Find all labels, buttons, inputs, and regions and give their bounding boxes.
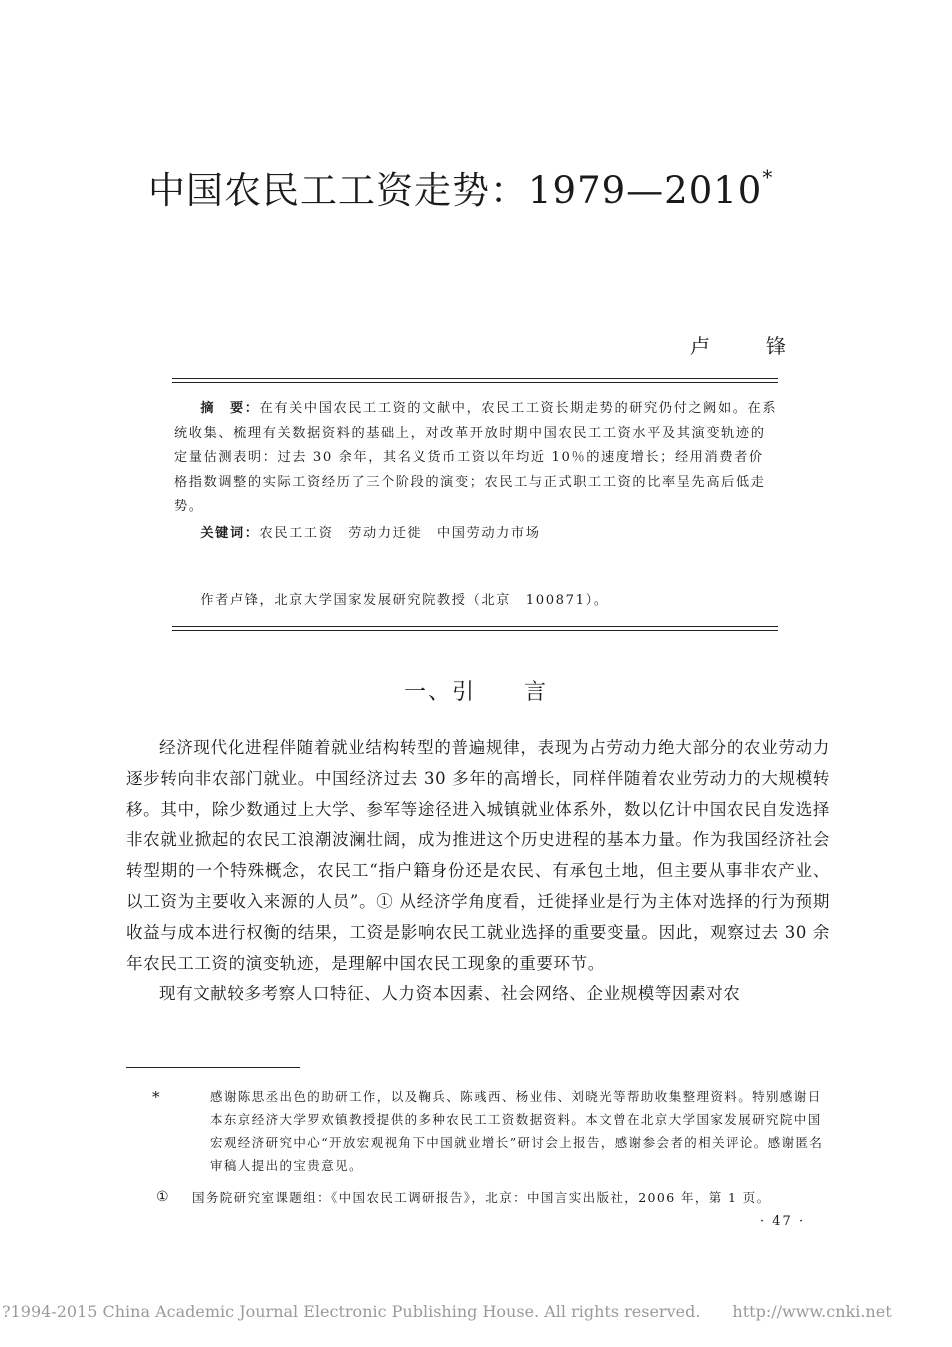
abstract-bottom-rule bbox=[172, 626, 778, 627]
author-surname: 卢 bbox=[690, 334, 710, 358]
footnote-1-text: 感谢陈思丞出色的助研工作，以及鞠兵、陈彧西、杨业伟、刘晓光等帮助收集整理资料。特别感谢日本东京经济大学罗欢镇教授提供的多种农民工工资数据资料。本文曾在北京大学国家发展研究院中国宏观经济研究中心“开放宏观视角下中国就业增长”研讨会上报告，感谢参会者的相关评论。感谢匿名审稿人提出的宝贵意见。 bbox=[210, 1089, 824, 1173]
abstract-top-rule bbox=[172, 378, 778, 379]
abstract-text: 在有关中国农民工工资的文献中，农民工工资长期走势的研究仍付之阙如。在系统收集、梳理有关数据资料的基础上，对改革开放时期中国农民工工资水平及其演变轨迹的定量估测表明：过去 30 余年，其名义货币工资以年均近 10％的速度增长；经用消费者价格指数调整的实际工资经历了三个阶段的演变；农民工与正式职工工资的比率呈先高后低走势。 bbox=[174, 401, 778, 514]
abstract-top-rule-2 bbox=[172, 382, 778, 383]
footnote-1-mark: * bbox=[152, 1088, 161, 1106]
title-text: 中国农民工工资走势：1979—2010 bbox=[148, 169, 763, 212]
title-footnote-mark: * bbox=[762, 164, 774, 189]
abstract bbox=[174, 397, 778, 546]
keywords-text: 农民工工资 劳动力迁徙 中国劳动力市场 bbox=[259, 525, 541, 541]
footnote-separator bbox=[126, 1067, 300, 1068]
author-name bbox=[690, 330, 786, 359]
section-heading bbox=[0, 675, 952, 706]
footnote-2-mark: ① bbox=[156, 1189, 170, 1205]
author-note: 作者卢锋，北京大学国家发展研究院教授（北京 100871）。 bbox=[200, 593, 609, 608]
section-heading-part-2: 言 bbox=[524, 680, 549, 705]
body-text bbox=[126, 733, 830, 1010]
page-number: · 47 · bbox=[760, 1214, 806, 1229]
section-heading-part-1: 一、引 bbox=[403, 680, 476, 705]
body-paragraph: 现有文献较多考察人口特征、人力资本因素、社会网络、企业规模等因素对农 bbox=[159, 984, 741, 1004]
copyright-notice: ?1994-2015 China Academic Journal Electronic Publishing House. All rights reserved. http://www.cnki.net bbox=[2, 1302, 892, 1321]
author-given-name: 锋 bbox=[766, 334, 786, 358]
body-paragraph: 经济现代化进程伴随着就业结构转型的普遍规律，表现为占劳动力绝大部分的农业劳动力逐步转向非农部门就业。中国经济过去 30 多年的高增长，同样伴随着农业劳动力的大规模转移。其中，除少数通过上大学、参军等途径进入城镇就业体系外，数以亿计中国农民自发选择非农就业掀起的农民工浪潮波澜壮阔，成为推进这个历史进程的基本力量。作为我国经济社会转型期的一个特殊概念，农民工“指户籍身份还是农民、有承包土地，但主要从事非农产业、以工资为主要收入来源的人员”。① 从经济学角度看，迁徙择业是行为主体对选择的行为预期收益与成本进行权衡的结果，工资是影响农民工就业选择的重要变量。因此，观察过去 30 余年农民工工资的演变轨迹，是理解中国农民工现象的重要环节。 bbox=[126, 738, 830, 973]
author-affiliation bbox=[174, 589, 778, 614]
abstract-bottom-rule-2 bbox=[172, 630, 778, 631]
abstract-label: 摘 要： bbox=[200, 401, 260, 416]
footnote-2-text: 国务院研究室课题组：《中国农民工调研报告》，北京：中国言实出版社，2006 年，第 1 页。 bbox=[192, 1190, 771, 1205]
keywords-label: 关键词： bbox=[200, 525, 260, 541]
paper-title bbox=[148, 160, 773, 214]
